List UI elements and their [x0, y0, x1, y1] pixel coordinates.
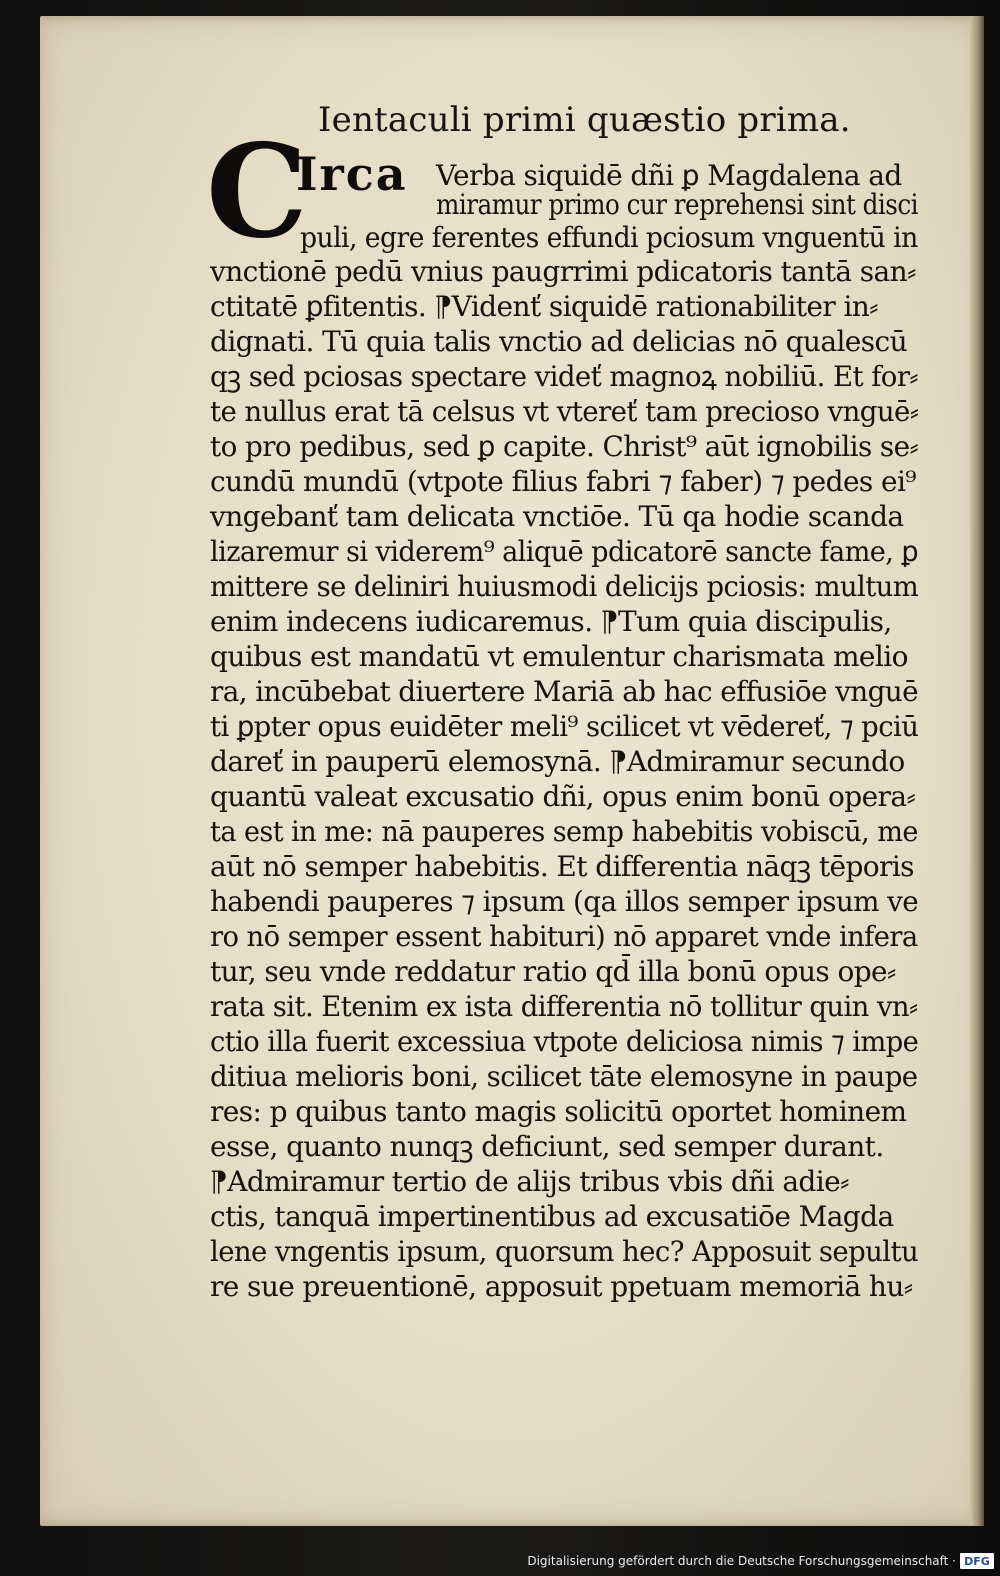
text-line: aūt nō semper habebitis. Et differentia nāqꝫ tēporis	[210, 850, 914, 883]
text-line: re sue preuentionē, apposuit ppetuam memoriā hu⸗	[210, 1270, 913, 1303]
text-line: ctitatē ꝑfitentis. ⁋Videnť siquidē rationabiliter in⸗	[210, 290, 878, 323]
text-line: ctis, tanquā impertinentibus ad excusatiōe Magda	[210, 1200, 894, 1233]
drop-cap-initial: C	[206, 117, 308, 267]
text-line: mittere se deliniri huiusmodi delicijs pciosis: multum	[210, 570, 919, 603]
text-line: to pro pedibus, sed ꝑ capite. Christ⁹ aūt ignobilis se⸗	[210, 430, 919, 463]
dfg-logo: DFG	[960, 1553, 994, 1569]
text-line: quantū valeat excusatio dñi, opus enim bonū opera⸗	[210, 780, 916, 813]
text-line: miramur primo cur reprehensi sint disci	[436, 188, 918, 221]
text-line: Verba siquidē dñi ꝑ Magdalena ad	[436, 159, 902, 192]
text-line: tur, seu vnde reddatur ratio qd̄ illa bonū opus ope⸗	[210, 955, 896, 988]
text-line: enim indecens iudicaremus. ⁋Tum quia discipulis,	[210, 605, 892, 638]
text-line: qꝫ sed pciosas spectare videť magnoꝝ nobiliū. Et for⸗	[210, 360, 919, 393]
text-line: ta est in me: nā pauperes semp habebitis vobiscū, me	[210, 815, 918, 848]
page-heading: Ientaculi primi quæstio prima.	[318, 100, 851, 140]
text-line: ro nō semper essent habituri) nō apparet vnde infera	[210, 920, 918, 953]
text-line: ditiua melioris boni, scilicet tāte elemosyne in paupe	[210, 1060, 918, 1093]
drop-cap-word: Irca	[296, 147, 408, 201]
funding-credit-text: Digitalisierung gefördert durch die Deutsche Forschungsgemeinschaft ·	[527, 1554, 956, 1568]
text-line: vngebanť tam delicata vnctiōe. Tū qa hodie scanda	[210, 500, 904, 533]
text-line: puli, egre ferentes effundi pciosum vnguentū in	[300, 221, 918, 254]
text-line: ra, incūbebat diuertere Mariā ab hac effusiōe vnguē	[210, 675, 919, 708]
text-line: cundū mundū (vtpote filius fabri ⁊ faber) ⁊ pedes ei⁹	[210, 465, 916, 498]
text-line: esse, quanto nunqꝫ deficiunt, sed semper durant.	[210, 1130, 884, 1163]
footer-credit	[527, 1550, 994, 1572]
text-line: dareť in pauperū elemosynā. ⁋Admiramur secundo	[210, 745, 905, 778]
page-edge	[970, 16, 984, 1526]
text-line: habendi pauperes ⁊ ipsum (qa illos semper ipsum ve	[210, 885, 919, 918]
text-line: ctio illa fuerit excessiua vtpote deliciosa nimis ⁊ impe	[210, 1025, 919, 1058]
text-line: ti ꝑpter opus euidēter meli⁹ scilicet vt vēdereť, ⁊ pciū	[210, 710, 919, 743]
text-line: vnctionē pedū vnius paugrrimi pdicatoris tantā san⸗	[210, 255, 916, 288]
text-line: te nullus erat tā celsus vt vtereť tam precioso vnguē⸗	[210, 395, 919, 428]
text-line: lene vngentis ipsum, quorsum hec? Apposuit sepultu	[210, 1235, 919, 1268]
text-line: res: p quibus tanto magis solicitū oportet hominem	[210, 1095, 907, 1128]
text-line: ⁋Admiramur tertio de alijs tribus vbis dñi adie⸗	[210, 1165, 849, 1198]
text-line: lizaremur si viderem⁹ aliquē pdicatorē sancte fame, ꝑ	[210, 535, 919, 568]
text-line: rata sit. Etenim ex ista differentia nō tollitur quin vn⸗	[210, 990, 918, 1023]
text-line: dignati. Tū quia talis vnctio ad delicias nō qualescū	[210, 325, 908, 358]
text-line: quibus est mandatū vt emulentur charismata melio	[210, 640, 908, 673]
